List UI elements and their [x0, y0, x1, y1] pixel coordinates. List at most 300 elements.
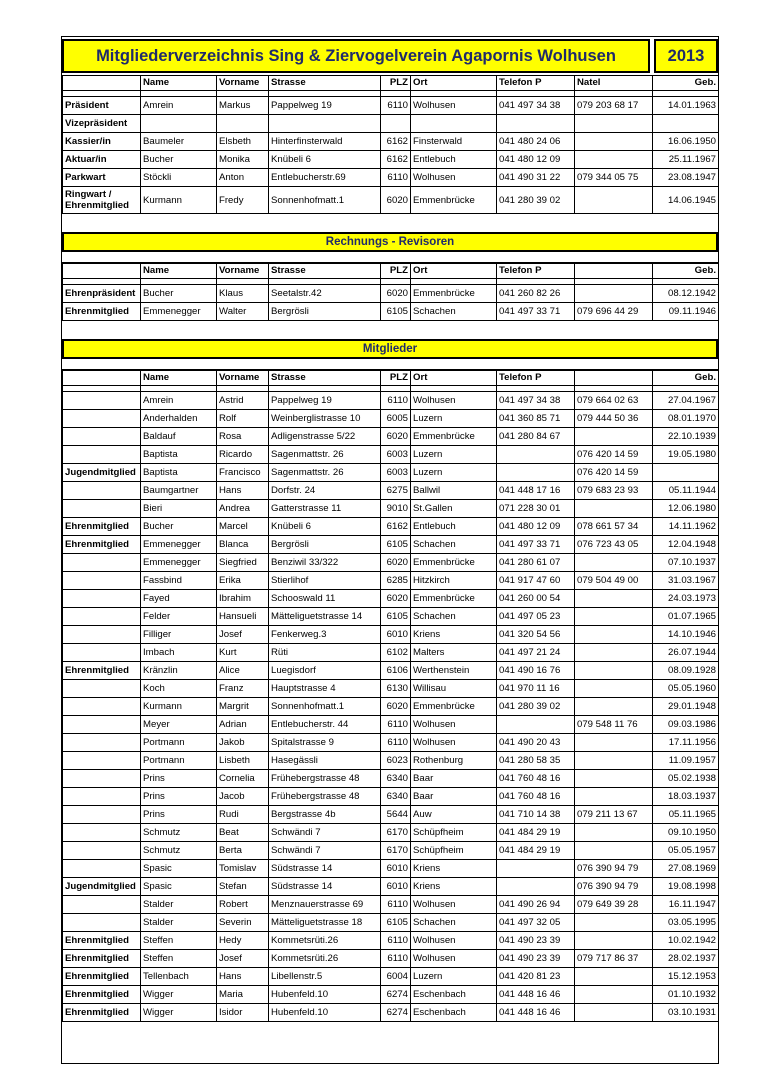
cell-tel: 041 497 21 24	[497, 644, 575, 662]
cell-ort: Schachen	[411, 303, 497, 321]
cell-strasse: Dorfstr. 24	[269, 482, 381, 500]
cell-name: Bucher	[141, 518, 217, 536]
cell-natel	[575, 788, 653, 806]
cell-strasse: Schwändi 7	[269, 824, 381, 842]
header-cell: Natel	[575, 76, 653, 91]
header-cell: PLZ	[381, 371, 411, 386]
cell-plz: 6285	[381, 572, 411, 590]
cell-geb: 22.10.1939	[653, 428, 719, 446]
table-row	[63, 169, 719, 187]
cell-func	[63, 554, 141, 572]
cell-vorname: Robert	[217, 896, 269, 914]
cell-func: Kassier/in	[63, 133, 141, 151]
cell-strasse: Weinberglistrasse 10	[269, 410, 381, 428]
cell-vorname: Berta	[217, 842, 269, 860]
cell-geb	[653, 115, 719, 133]
cell-natel	[575, 428, 653, 446]
cell-strasse: Adligenstrasse 5/22	[269, 428, 381, 446]
cell-tel: 041 484 29 19	[497, 824, 575, 842]
cell-tel: 041 490 23 39	[497, 932, 575, 950]
cell-tel: 041 320 54 56	[497, 626, 575, 644]
cell-ort: Emmenbrücke	[411, 554, 497, 572]
table-row	[63, 716, 719, 734]
cell-ort: Emmenbrücke	[411, 590, 497, 608]
cell-natel	[575, 752, 653, 770]
cell-strasse: Mätteliguetstrasse 18	[269, 914, 381, 932]
header-cell: Name	[141, 76, 217, 91]
cell-plz: 6162	[381, 133, 411, 151]
cell-tel: 041 484 29 19	[497, 842, 575, 860]
cell-strasse: Frühebergstrasse 48	[269, 788, 381, 806]
cell-ort: Schachen	[411, 536, 497, 554]
cell-ort: Wolhusen	[411, 392, 497, 410]
cell-geb: 23.08.1947	[653, 169, 719, 187]
cell-tel: 041 760 48 16	[497, 788, 575, 806]
cell-natel	[575, 698, 653, 716]
cell-plz: 6170	[381, 824, 411, 842]
cell-ort: Wolhusen	[411, 97, 497, 115]
cell-geb: 03.05.1995	[653, 914, 719, 932]
cell-tel: 041 260 00 54	[497, 590, 575, 608]
cell-func: Ehrenmitglied	[63, 932, 141, 950]
table-row	[63, 285, 719, 303]
cell-geb: 08.01.1970	[653, 410, 719, 428]
cell-tel: 041 490 20 43	[497, 734, 575, 752]
cell-plz: 6110	[381, 97, 411, 115]
cell-tel: 041 280 39 02	[497, 187, 575, 214]
cell-ort: Wolhusen	[411, 932, 497, 950]
cell-strasse: Seetalstr.42	[269, 285, 381, 303]
cell-plz: 6110	[381, 950, 411, 968]
cell-name: Emmenegger	[141, 303, 217, 321]
cell-func	[63, 770, 141, 788]
table-row	[63, 968, 719, 986]
cell-func	[63, 860, 141, 878]
vorstand-header-row	[63, 76, 719, 91]
mitglieder-heading: Mitglieder	[62, 339, 718, 359]
cell-name: Steffen	[141, 932, 217, 950]
cell-ort: Willisau	[411, 680, 497, 698]
cell-geb: 14.06.1945	[653, 187, 719, 214]
cell-plz: 6105	[381, 914, 411, 932]
cell-plz: 6170	[381, 842, 411, 860]
cell-name: Spasic	[141, 860, 217, 878]
table-row	[63, 752, 719, 770]
cell-natel: 076 420 14 59	[575, 446, 653, 464]
cell-tel: 041 280 58 35	[497, 752, 575, 770]
cell-tel	[497, 860, 575, 878]
cell-name: Amrein	[141, 97, 217, 115]
cell-vorname: Astrid	[217, 392, 269, 410]
cell-func: Ehrenmitglied	[63, 950, 141, 968]
cell-vorname: Hans	[217, 482, 269, 500]
cell-func: Ehrenpräsident	[63, 285, 141, 303]
header-cell: PLZ	[381, 264, 411, 279]
cell-plz: 6110	[381, 392, 411, 410]
header-cell: PLZ	[381, 76, 411, 91]
cell-strasse: Pappelweg 19	[269, 97, 381, 115]
cell-geb: 14.11.1962	[653, 518, 719, 536]
cell-ort	[411, 115, 497, 133]
table-row	[63, 554, 719, 572]
cell-func: Vizepräsident	[63, 115, 141, 133]
header-cell: Geb.	[653, 371, 719, 386]
cell-geb: 01.10.1932	[653, 986, 719, 1004]
cell-tel: 041 260 82 26	[497, 285, 575, 303]
cell-func: Ehrenmitglied	[63, 518, 141, 536]
cell-vorname: Walter	[217, 303, 269, 321]
cell-vorname: Severin	[217, 914, 269, 932]
cell-func	[63, 806, 141, 824]
cell-vorname: Rosa	[217, 428, 269, 446]
vorstand-table	[62, 75, 719, 214]
cell-natel: 076 723 43 05	[575, 536, 653, 554]
cell-vorname: Adrian	[217, 716, 269, 734]
cell-geb: 15.12.1953	[653, 968, 719, 986]
cell-name: Fayed	[141, 590, 217, 608]
cell-geb: 11.09.1957	[653, 752, 719, 770]
header-cell	[575, 371, 653, 386]
cell-plz: 6105	[381, 303, 411, 321]
cell-plz: 6020	[381, 698, 411, 716]
cell-func: Aktuar/in	[63, 151, 141, 169]
table-row	[63, 590, 719, 608]
cell-func	[63, 896, 141, 914]
cell-func: Ehrenmitglied	[63, 303, 141, 321]
cell-vorname: Francisco	[217, 464, 269, 482]
cell-geb: 10.02.1942	[653, 932, 719, 950]
cell-plz: 6020	[381, 187, 411, 214]
cell-plz: 6105	[381, 536, 411, 554]
table-row	[63, 734, 719, 752]
cell-ort: Luzern	[411, 968, 497, 986]
header-cell: Telefon P	[497, 264, 575, 279]
cell-ort: Wolhusen	[411, 896, 497, 914]
cell-natel	[575, 554, 653, 572]
cell-name: Stalder	[141, 914, 217, 932]
cell-plz: 6010	[381, 878, 411, 896]
cell-geb: 24.03.1973	[653, 590, 719, 608]
cell-natel: 079 696 44 29	[575, 303, 653, 321]
cell-ort: Wolhusen	[411, 169, 497, 187]
cell-ort: Kriens	[411, 626, 497, 644]
cell-vorname	[217, 115, 269, 133]
cell-natel: 076 420 14 59	[575, 464, 653, 482]
cell-vorname: Andrea	[217, 500, 269, 518]
revisoren-header-row	[63, 264, 719, 279]
document-title: Mitgliederverzeichnis Sing & Ziervogelverein Agapornis Wolhusen	[62, 39, 650, 73]
cell-plz: 6023	[381, 752, 411, 770]
cell-ort: Kriens	[411, 878, 497, 896]
cell-name: Fassbind	[141, 572, 217, 590]
cell-name: Spasic	[141, 878, 217, 896]
cell-plz: 6110	[381, 932, 411, 950]
cell-tel: 041 280 61 07	[497, 554, 575, 572]
cell-natel	[575, 115, 653, 133]
cell-vorname: Elsbeth	[217, 133, 269, 151]
table-row	[63, 482, 719, 500]
cell-plz: 6005	[381, 410, 411, 428]
cell-natel	[575, 662, 653, 680]
cell-geb: 27.08.1969	[653, 860, 719, 878]
cell-func: Ehrenmitglied	[63, 536, 141, 554]
cell-strasse: Sagenmattstr. 26	[269, 464, 381, 482]
table-row	[63, 464, 719, 482]
cell-natel: 079 444 50 36	[575, 410, 653, 428]
cell-plz: 6105	[381, 608, 411, 626]
cell-plz: 6010	[381, 626, 411, 644]
header-cell: Ort	[411, 76, 497, 91]
cell-func: Präsident	[63, 97, 141, 115]
cell-ort: Hitzkirch	[411, 572, 497, 590]
cell-geb: 29.01.1948	[653, 698, 719, 716]
cell-name: Portmann	[141, 734, 217, 752]
cell-func: Ehrenmitglied	[63, 968, 141, 986]
cell-tel: 041 490 16 76	[497, 662, 575, 680]
cell-ort: Eschenbach	[411, 1004, 497, 1022]
cell-natel	[575, 644, 653, 662]
cell-vorname: Ibrahim	[217, 590, 269, 608]
cell-plz: 6106	[381, 662, 411, 680]
table-row	[63, 842, 719, 860]
cell-func: Ehrenmitglied	[63, 1004, 141, 1022]
cell-strasse	[269, 115, 381, 133]
table-row	[63, 644, 719, 662]
header-cell: Vorname	[217, 264, 269, 279]
cell-strasse: Frühebergstrasse 48	[269, 770, 381, 788]
table-row	[63, 115, 719, 133]
cell-name: Stöckli	[141, 169, 217, 187]
cell-func	[63, 590, 141, 608]
cell-func: Ehrenmitglied	[63, 986, 141, 1004]
header-cell-blank	[63, 371, 141, 386]
cell-tel	[497, 878, 575, 896]
table-row	[63, 392, 719, 410]
cell-tel: 041 490 31 22	[497, 169, 575, 187]
cell-name: Bucher	[141, 151, 217, 169]
cell-strasse: Hauptstrasse 4	[269, 680, 381, 698]
cell-ort: Luzern	[411, 410, 497, 428]
header-cell: Ort	[411, 371, 497, 386]
cell-natel	[575, 626, 653, 644]
cell-name	[141, 115, 217, 133]
cell-name: Bieri	[141, 500, 217, 518]
cell-ort: Auw	[411, 806, 497, 824]
cell-name: Portmann	[141, 752, 217, 770]
cell-vorname: Blanca	[217, 536, 269, 554]
cell-tel: 041 497 05 23	[497, 608, 575, 626]
header-cell: Geb.	[653, 76, 719, 91]
cell-tel: 041 420 81 23	[497, 968, 575, 986]
cell-vorname: Maria	[217, 986, 269, 1004]
cell-vorname: Marcel	[217, 518, 269, 536]
cell-natel: 076 390 94 79	[575, 878, 653, 896]
cell-strasse: Pappelweg 19	[269, 392, 381, 410]
cell-name: Baptista	[141, 446, 217, 464]
member-directory-page	[61, 36, 719, 1064]
cell-tel: 041 490 23 39	[497, 950, 575, 968]
cell-natel: 079 683 23 93	[575, 482, 653, 500]
cell-tel: 041 480 12 09	[497, 518, 575, 536]
cell-vorname: Beat	[217, 824, 269, 842]
cell-vorname: Tomislav	[217, 860, 269, 878]
cell-strasse: Hubenfeld.10	[269, 1004, 381, 1022]
cell-func: Ehrenmitglied	[63, 662, 141, 680]
cell-name: Prins	[141, 788, 217, 806]
cell-tel: 041 280 39 02	[497, 698, 575, 716]
cell-ort: Entlebuch	[411, 518, 497, 536]
cell-vorname: Jakob	[217, 734, 269, 752]
cell-tel: 071 228 30 01	[497, 500, 575, 518]
cell-strasse: Benziwil 33/322	[269, 554, 381, 572]
cell-tel: 041 970 11 16	[497, 680, 575, 698]
cell-plz: 6010	[381, 860, 411, 878]
cell-name: Tellenbach	[141, 968, 217, 986]
cell-natel: 079 649 39 28	[575, 896, 653, 914]
cell-ort: Wolhusen	[411, 950, 497, 968]
cell-strasse: Stierlihof	[269, 572, 381, 590]
cell-plz: 6110	[381, 169, 411, 187]
cell-tel: 041 480 24 06	[497, 133, 575, 151]
cell-tel: 041 710 14 38	[497, 806, 575, 824]
cell-tel	[497, 115, 575, 133]
cell-ort: Wolhusen	[411, 716, 497, 734]
cell-geb: 09.10.1950	[653, 824, 719, 842]
table-row	[63, 97, 719, 115]
cell-tel: 041 448 17 16	[497, 482, 575, 500]
cell-natel	[575, 590, 653, 608]
cell-ort: Eschenbach	[411, 986, 497, 1004]
cell-ort: Entlebuch	[411, 151, 497, 169]
cell-geb: 27.04.1967	[653, 392, 719, 410]
cell-geb: 17.11.1956	[653, 734, 719, 752]
cell-geb: 09.03.1986	[653, 716, 719, 734]
cell-func	[63, 788, 141, 806]
cell-plz: 6274	[381, 986, 411, 1004]
table-row	[63, 446, 719, 464]
cell-geb: 16.11.1947	[653, 896, 719, 914]
cell-tel	[497, 716, 575, 734]
table-row	[63, 824, 719, 842]
cell-geb: 14.01.1963	[653, 97, 719, 115]
cell-ort: Kriens	[411, 860, 497, 878]
cell-geb: 12.06.1980	[653, 500, 719, 518]
cell-plz	[381, 115, 411, 133]
cell-geb: 08.12.1942	[653, 285, 719, 303]
cell-ort: Schüpfheim	[411, 842, 497, 860]
table-row	[63, 680, 719, 698]
cell-geb: 08.09.1928	[653, 662, 719, 680]
cell-natel	[575, 824, 653, 842]
cell-geb: 05.11.1944	[653, 482, 719, 500]
cell-name: Meyer	[141, 716, 217, 734]
cell-func	[63, 608, 141, 626]
cell-func	[63, 734, 141, 752]
table-row	[63, 410, 719, 428]
cell-strasse: Schooswald 11	[269, 590, 381, 608]
cell-name: Filliger	[141, 626, 217, 644]
cell-ort: Emmenbrücke	[411, 285, 497, 303]
cell-strasse: Entlebucherstr.69	[269, 169, 381, 187]
cell-geb: 05.11.1965	[653, 806, 719, 824]
cell-name: Anderhalden	[141, 410, 217, 428]
cell-func	[63, 914, 141, 932]
cell-strasse: Entlebucherstr. 44	[269, 716, 381, 734]
cell-strasse: Bergrösli	[269, 303, 381, 321]
cell-name: Koch	[141, 680, 217, 698]
cell-natel	[575, 770, 653, 788]
cell-ort: Baar	[411, 770, 497, 788]
cell-geb: 05.05.1960	[653, 680, 719, 698]
cell-func: Ringwart / Ehrenmitglied	[63, 187, 141, 214]
cell-ort: Malters	[411, 644, 497, 662]
table-row	[63, 950, 719, 968]
cell-name: Amrein	[141, 392, 217, 410]
table-row	[63, 860, 719, 878]
table-row	[63, 608, 719, 626]
cell-ort: Emmenbrücke	[411, 187, 497, 214]
cell-vorname: Franz	[217, 680, 269, 698]
cell-func	[63, 716, 141, 734]
cell-geb: 09.11.1946	[653, 303, 719, 321]
cell-tel	[497, 464, 575, 482]
cell-func	[63, 680, 141, 698]
header-cell-blank	[63, 264, 141, 279]
cell-vorname: Klaus	[217, 285, 269, 303]
revisoren-table	[62, 263, 719, 321]
cell-natel	[575, 133, 653, 151]
cell-func	[63, 446, 141, 464]
cell-name: Kurmann	[141, 187, 217, 214]
cell-ort: Luzern	[411, 464, 497, 482]
cell-strasse: Spitalstrasse 9	[269, 734, 381, 752]
cell-natel: 079 504 49 00	[575, 572, 653, 590]
cell-tel: 041 280 84 67	[497, 428, 575, 446]
cell-vorname: Rolf	[217, 410, 269, 428]
cell-vorname: Margrit	[217, 698, 269, 716]
cell-plz: 6004	[381, 968, 411, 986]
cell-vorname: Josef	[217, 626, 269, 644]
cell-func	[63, 644, 141, 662]
cell-vorname: Rudi	[217, 806, 269, 824]
cell-name: Baumeler	[141, 133, 217, 151]
cell-natel: 078 661 57 34	[575, 518, 653, 536]
cell-geb: 25.11.1967	[653, 151, 719, 169]
cell-vorname: Markus	[217, 97, 269, 115]
cell-geb: 12.04.1948	[653, 536, 719, 554]
cell-name: Prins	[141, 770, 217, 788]
cell-vorname: Josef	[217, 950, 269, 968]
cell-ort: Wolhusen	[411, 734, 497, 752]
cell-ort: Schachen	[411, 914, 497, 932]
cell-name: Felder	[141, 608, 217, 626]
cell-ort: Werthenstein	[411, 662, 497, 680]
mitglieder-header-row	[63, 371, 719, 386]
cell-strasse: Fenkerweg.3	[269, 626, 381, 644]
header-cell: Name	[141, 264, 217, 279]
cell-plz: 6020	[381, 428, 411, 446]
table-row	[63, 303, 719, 321]
table-row	[63, 572, 719, 590]
cell-plz: 6340	[381, 788, 411, 806]
cell-vorname: Stefan	[217, 878, 269, 896]
cell-natel: 079 203 68 17	[575, 97, 653, 115]
cell-vorname: Isidor	[217, 1004, 269, 1022]
cell-geb: 01.07.1965	[653, 608, 719, 626]
cell-strasse: Luegisdorf	[269, 662, 381, 680]
cell-natel: 079 717 86 37	[575, 950, 653, 968]
cell-strasse: Schwändi 7	[269, 842, 381, 860]
